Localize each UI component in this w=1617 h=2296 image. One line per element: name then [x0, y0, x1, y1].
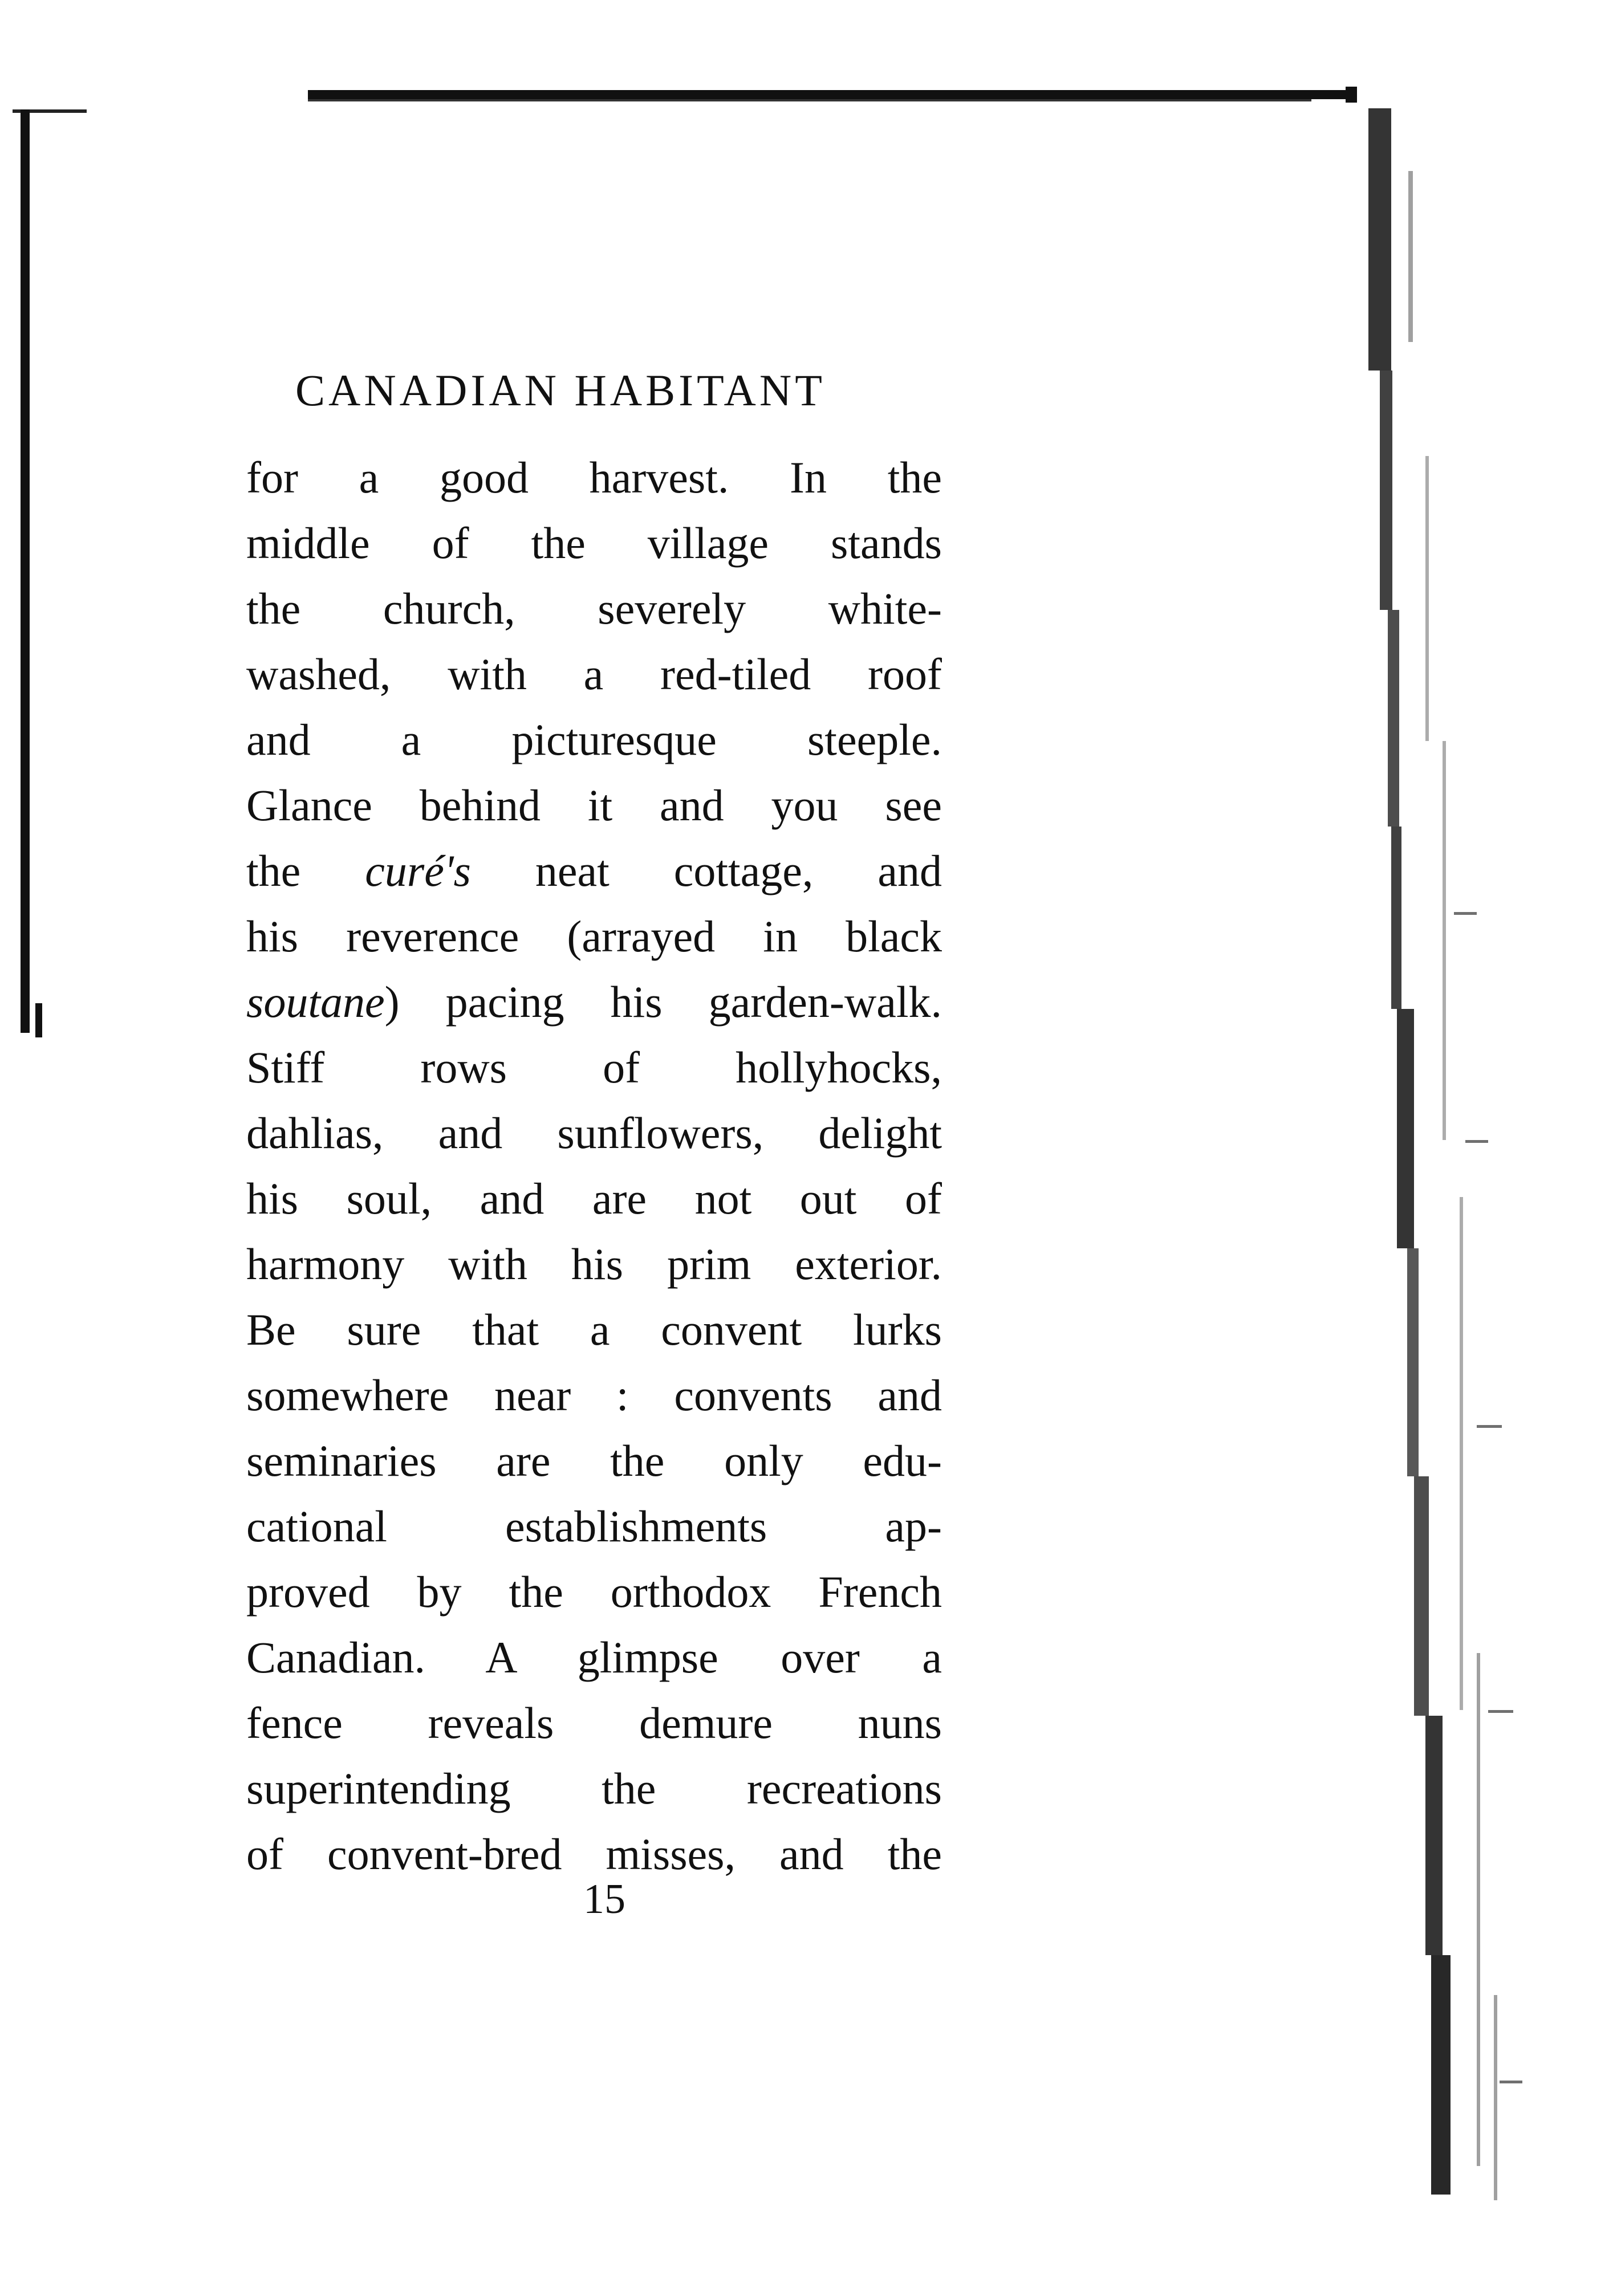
text-line: the curé's neat cottage, and [246, 846, 942, 895]
text-line: superintending the recreations [246, 1764, 942, 1813]
text-line: Glance behind it and you see [246, 780, 942, 830]
text-line: cational establishments ap- [246, 1501, 942, 1551]
text-line: for a good harvest. In the [246, 453, 942, 502]
running-head: CANADIAN HABITANT [295, 365, 826, 415]
right-scan-edge [1368, 108, 1522, 2200]
text-line: Canadian. A glimpse over a [246, 1633, 942, 1682]
text-line: seminaries are the only edu- [246, 1436, 942, 1485]
text-line: the church, severely white- [246, 584, 942, 633]
top-rule [308, 87, 1357, 103]
text-line: soutane) pacing his garden-walk. [246, 977, 942, 1027]
text-line: Be sure that a convent lurks [246, 1305, 942, 1354]
text-line: dahlias, and sunflowers, delight [246, 1108, 942, 1158]
text-line: middle of the village stands [246, 518, 942, 568]
left-binding-edge [13, 109, 87, 1037]
text-line: and a picturesque steeple. [246, 715, 942, 764]
text-line: somewhere near : convents and [246, 1370, 942, 1420]
text-line: his soul, and are not out of [246, 1174, 942, 1223]
body-text [246, 445, 942, 1887]
italic-soutane: soutane [246, 977, 385, 1027]
text-line: his reverence (arrayed in black [246, 911, 942, 961]
text-line: of convent-bred misses, and the [246, 1829, 942, 1879]
italic-cures: curé's [365, 846, 471, 895]
text-line: proved by the orthodox French [246, 1567, 942, 1617]
text-line: fence reveals demure nuns [246, 1698, 942, 1748]
text-line: harmony with his prim exterior. [246, 1239, 942, 1289]
text-line: Stiff rows of hollyhocks, [246, 1043, 942, 1092]
text-line: washed, with a red-tiled roof [246, 649, 942, 699]
page-number: 15 [583, 1876, 625, 1923]
